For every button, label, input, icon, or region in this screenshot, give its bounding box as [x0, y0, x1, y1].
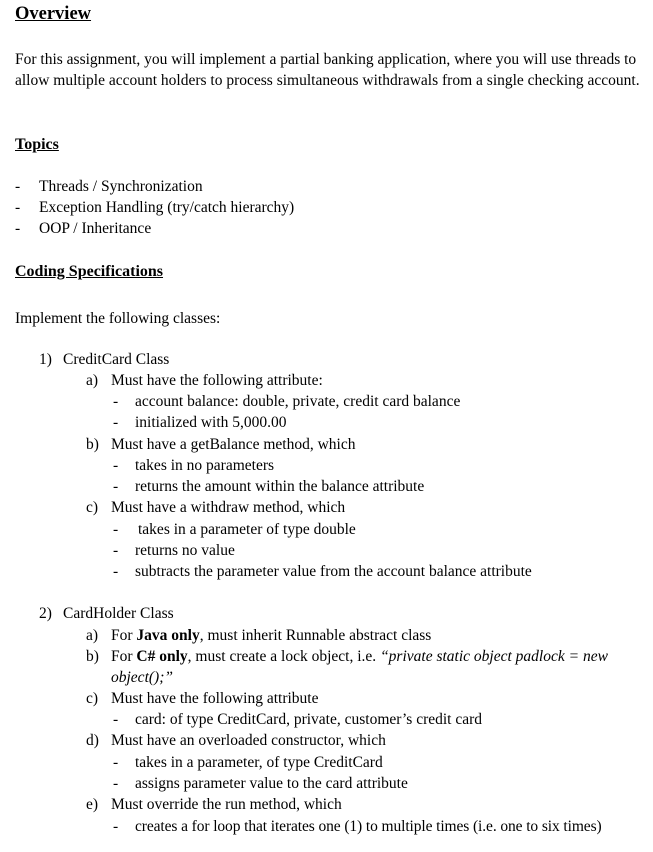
item-text: Must have the following attribute [111, 690, 319, 707]
item-letter: a) [86, 372, 99, 389]
sub-dash: - [113, 563, 119, 580]
sub-item: takes in a parameter of type double [138, 521, 356, 538]
item-text-italic-continued: object();” [111, 669, 173, 686]
item-letter: c) [86, 499, 99, 516]
sub-dash: - [113, 393, 119, 410]
coding-intro: Implement the following classes: [15, 310, 221, 327]
item-text [111, 646, 608, 667]
topic-item: Threads / Synchronization [39, 178, 203, 195]
item-text-post: , must create a lock object, i.e. [187, 648, 381, 665]
sub-dash: - [113, 775, 119, 792]
item-letter: b) [86, 648, 99, 665]
class-title: CardHolder Class [63, 605, 174, 622]
sub-dash: - [113, 521, 119, 538]
sub-dash: - [113, 457, 119, 474]
sub-item: account balance: double, private, credit card balance [135, 393, 461, 410]
class-title: CreditCard Class [63, 351, 170, 368]
sub-item: initialized with 5,000.00 [135, 414, 287, 431]
class-number: 1) [39, 351, 52, 368]
topic-item: Exception Handling (try/catch hierarchy) [39, 199, 295, 216]
topics-heading: Topics [15, 136, 59, 153]
sub-dash: - [113, 478, 119, 495]
item-text: Must have a getBalance method, which [111, 436, 356, 453]
sub-dash: - [113, 818, 119, 835]
sub-item: takes in a parameter, of type CreditCard [135, 754, 383, 771]
sub-item: takes in no parameters [135, 457, 275, 474]
sub-item: subtracts the parameter value from the account balance attribute [135, 563, 532, 580]
item-text: Must override the run method, which [111, 796, 342, 813]
sub-item: card: of type CreditCard, private, customer’s credit card [135, 711, 483, 728]
coding-specifications-heading: Coding Specifications [15, 263, 164, 280]
topic-bullet: - [15, 220, 21, 237]
topic-bullet: - [15, 178, 21, 195]
item-text-bold: Java only [136, 627, 200, 644]
sub-dash: - [113, 711, 119, 728]
overview-heading: Overview [15, 4, 92, 24]
topic-bullet: - [15, 199, 21, 216]
item-letter: b) [86, 436, 99, 453]
item-text-post: , must inherit Runnable abstract class [199, 627, 432, 644]
sub-dash: - [113, 754, 119, 771]
item-text: Must have the following attribute: [111, 372, 323, 389]
item-text [111, 625, 431, 646]
item-letter: e) [86, 796, 99, 813]
sub-item: returns no value [135, 542, 235, 559]
class-number: 2) [39, 605, 52, 622]
overview-paragraph: For this assignment, you will implement a partial banking application, where you will use threads to allow multiple account holders to process simultaneous withdrawals from a single checking account. [15, 51, 640, 89]
sub-item: assigns parameter value to the card attribute [135, 775, 408, 792]
item-text: Must have a withdraw method, which [111, 499, 346, 516]
item-text-italic: “private static object padlock = new [380, 648, 608, 665]
item-letter: d) [86, 732, 99, 749]
sub-item: creates a for loop that iterates one (1) to multiple times (i.e. one to six times) [135, 818, 602, 835]
sub-dash: - [113, 414, 119, 431]
item-text: Must have an overloaded constructor, which [111, 732, 386, 749]
item-text-pre: For [111, 648, 137, 665]
topic-item: OOP / Inheritance [39, 220, 152, 237]
item-text-bold: C# only [136, 648, 188, 665]
item-letter: a) [86, 627, 99, 644]
sub-dash: - [113, 542, 119, 559]
sub-item: returns the amount within the balance attribute [135, 478, 425, 495]
item-letter: c) [86, 690, 99, 707]
item-text-pre: For [111, 627, 137, 644]
